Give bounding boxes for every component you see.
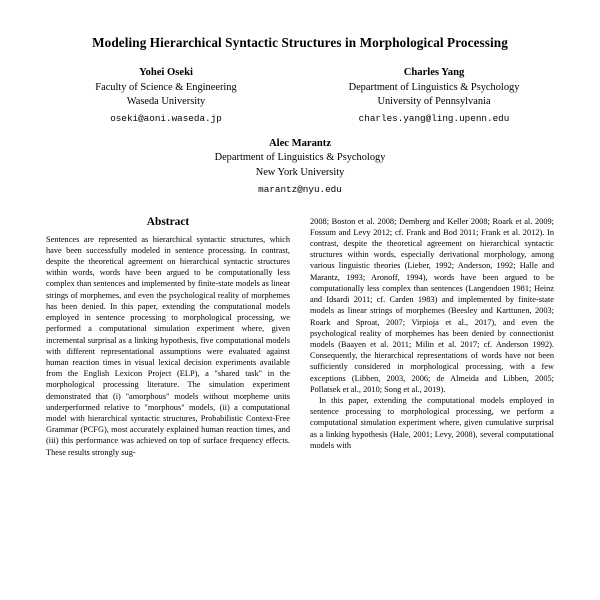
author-affiliation-line1: Department of Linguistics & Psychology — [348, 81, 520, 93]
authors-row — [46, 65, 554, 127]
author-affiliation-line2: Waseda University — [126, 96, 206, 108]
abstract-text — [46, 234, 290, 458]
author-block-3 — [46, 136, 554, 198]
author-block-2 — [315, 65, 553, 127]
abstract-paragraph: Sentences are represented as hierarchical syntactic structures, which have been successfully modeled in sentence processing. In contrast, despite the theoretical agreement on hierarchical syntactic structures within words, words have been argued to be computationally less complex than sentences and implemented by finite-state models as linear strings of morphemes, and even the psychological reality of morphemes has been denied. In this paper, extending the computational models employed in sentence processing to morphological processing, we performed a computational simulation experiment where, given incremental surprisal as a linking hypothesis, five computational models with different representational assumptions were evaluated against human reaction times in visual lexical decision experiments available from the English Lexicon Project (ELP), a "shared task" in the morphological processing literature. The simulation experiment demonstrated that (i) "amorphous" models without morpheme units underperformed relative to "morphous" models, (ii) a computational model with hierarchical syntactic structures, Probabilistic Context-Free Grammar (PCFG), most accurately explained human reaction times, and (iii) this performance was achieved on top of surface frequency effects. These results strongly sug- — [46, 234, 290, 457]
intro-paragraph-1: 2008; Boston et al. 2008; Demberg and Keller 2008; Roark et al. 2009; Fossum and Levy 2012; cf. Frank and Bod 2011; Frank et al. 2012). In contrast, despite the theoretical agreement on hierarchical syntactic structures within words, especially derivational morphology, among various linguistic theories (Lieber, 1992; Anderson, 1992; Halle and Marantz, 1993; Aronoff, 1994), words have been argued to be computationally less complex than sentences (Langendoen 1981; Heinz and Idsardi 2011; cf. Carden 1983) and implemented by finite-state models as linear strings of morphemes (Beesley and Karttunen, 2003; Roark and Sproat, 2007; Virpioja et al., 2017), and even the psychological reality of morphemes has been denied by connectionist models (Baayen et al. 2011; Milin et al. 2017; cf. Anderson 1992). Consequently, the hierarchical representations of words have not been sufficiently considered in morphological processing, with a few exceptions (Libben, 2003, 2006; de Almeida and Libben, 2005; Pollatsek et al., 2010; Song et al., 2019). — [310, 216, 554, 394]
author-block-1 — [47, 65, 285, 127]
right-column — [310, 216, 554, 458]
author-affiliation-line2: New York University — [255, 166, 345, 178]
author-name: Charles Yang — [403, 67, 465, 79]
intro-paragraph-2: In this paper, extending the computational models employed in sentence processing to morphological processing, we perform a computational simulation experiment where, given cumulative surprisal as a linking hypothesis (Hale, 2001; Levy, 2008), several computational models with — [310, 396, 554, 450]
page-title: Modeling Hierarchical Syntactic Structures in Morphological Processing — [92, 35, 508, 50]
author-affiliation-line2: University of Pennsylvania — [377, 96, 491, 108]
intro-text — [310, 216, 554, 452]
author-affiliation-line1: Department of Linguistics & Psychology — [214, 152, 386, 164]
two-column-body — [46, 216, 554, 458]
author-affiliation-line1: Faculty of Science & Engineering — [95, 81, 237, 93]
author-email[interactable]: marantz@nyu.edu — [258, 183, 342, 195]
abstract-heading: Abstract — [146, 215, 190, 228]
author-email[interactable]: oseki@aoni.waseda.jp — [110, 113, 222, 125]
author-name: Yohei Oseki — [139, 67, 193, 79]
author-email[interactable]: charles.yang@ling.upenn.edu — [358, 113, 510, 125]
left-column — [46, 216, 290, 458]
author-name: Alec Marantz — [268, 137, 332, 149]
